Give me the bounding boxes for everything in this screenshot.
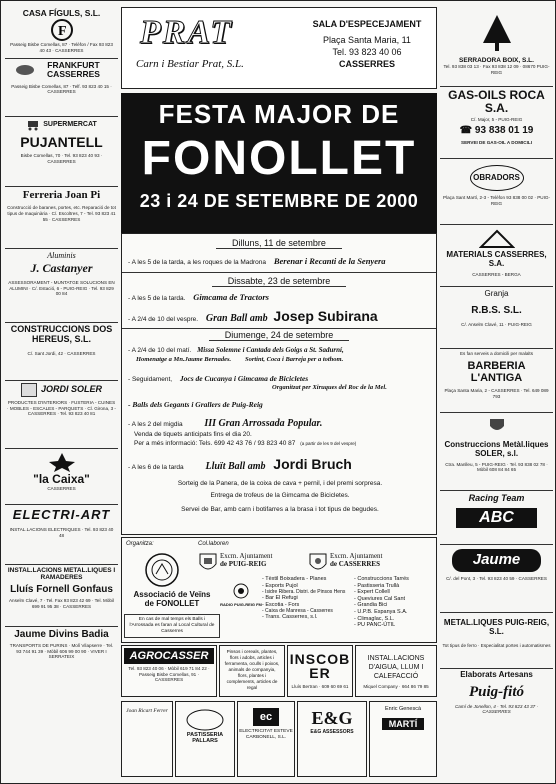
sponsor-soler-metal — [440, 413, 553, 491]
jaume-logo: Jaume — [452, 549, 541, 572]
sponsor-installacions — [355, 645, 437, 697]
sponsor-fornell — [5, 565, 118, 627]
ricart-name: Joan Ricart Ferrer — [126, 708, 168, 714]
list-item: - Trans. Casserres, s.l. — [262, 614, 318, 621]
sponsor-name: Lluís Fornell Gonfaus — [10, 584, 113, 596]
sponsor-agrocasser — [121, 645, 217, 697]
festa-banner — [121, 93, 437, 233]
sponsor-jaume-divins — [5, 627, 118, 683]
ec-logo: ec — [253, 708, 279, 726]
list-item: - Esports Pujol — [262, 582, 298, 589]
agrocasser-logo: AGROCASSER — [124, 648, 214, 664]
sponsor-pujantell — [5, 117, 118, 187]
sponsor-pallars — [175, 701, 235, 777]
enric-name: Enric Genescà — [384, 706, 422, 712]
sponsor-sub: Tot tipus de ferro · Especialitat portes i automatismes — [442, 642, 551, 648]
day-sunday: Diumenge, 24 de setembre — [122, 330, 436, 341]
sponsor-sub: Ctra. Manlleu, 5 - PUIG-REIG · Tel. 93 838 02 78 · Mòbil 608 84 84 65 — [445, 461, 548, 473]
sponsor-sub: CASSERRES - BERGA — [472, 271, 521, 277]
sponsor-name: J. Castanyer — [30, 261, 93, 275]
sponsor-enric-genesca — [369, 701, 437, 777]
obradors-logo: OBRADORS — [470, 165, 524, 191]
sponsor-name: Racing Team — [468, 493, 525, 503]
list-item: - Expert Collell — [354, 589, 390, 596]
gas-oils-note: SERVEI DE GAS-OIL A DOMICILI — [461, 139, 532, 145]
list-item: - Bar El Refugi — [262, 595, 298, 602]
sponsor-castanyer — [5, 249, 118, 323]
sponsor-sub: Tel. 93 838 03 13 · Fax 93 838 12 09 · 08670 PUIG-REIG — [443, 64, 550, 75]
list-item: - Queviures Cal Sant — [354, 595, 406, 602]
association-seal-icon — [144, 552, 180, 588]
event-sunday-4-tickets: Venda de tiquets anticipats fins el dia 20. — [134, 431, 252, 438]
sala-address: Plaça Santa Maria, 11 — [323, 35, 411, 46]
banner-title: FONOLLET — [141, 132, 417, 185]
sponsor-jaume — [440, 545, 553, 613]
event-sunday-5: - A les 6 de la tarda Lluït Ball amb Jordi Bruch — [128, 456, 352, 472]
sala-tel: Tel. 93 823 40 06 — [332, 47, 402, 58]
sponsor-sub: Bisbe Comellas, 70 · Tel. 93 823 40 93 · CASSERRES — [20, 153, 103, 165]
collaboren-label: Col.laboren — [198, 541, 229, 547]
figuls-logo — [7, 18, 116, 42]
collaborators-list-2 — [354, 576, 436, 629]
inscober-logo: INSCOBER — [289, 651, 351, 681]
sponsor-electri-art — [5, 505, 118, 565]
sponsor-sub: Anselm Clavé, 7 · Tel. Fax 93 823 42 69 · Tel. Mòbil 699 91 95 38 · CASSERRES — [8, 598, 115, 610]
event-sunday-5-raffle: Sorteig de la Panera, de la coixa de cava + pernil, i del premi sorpresa. — [177, 480, 383, 487]
tree-logo-icon — [477, 13, 517, 53]
event-sunday-5-trophies: Entrega de trofeus de la Gimcama de Bicicletes. — [210, 492, 350, 499]
svg-text:F: F — [57, 24, 67, 40]
sala-title: SALA D'ESPECEJAMENT — [312, 19, 422, 29]
sponsor-inscober — [287, 645, 353, 697]
ec-name: ELECTRICITAT ESTEVE CARBONELL, S.L. — [239, 729, 293, 740]
sponsor-name: GAS-OILS ROCA S.A. — [448, 88, 545, 116]
inscober-sub: Lluís Bertran · 609 60 69 61 — [291, 684, 349, 689]
sponsor-name: Construccions Metàl.liques SOLER, s.l. — [444, 440, 549, 458]
list-item: - PU PANC-ÚTIL — [354, 622, 396, 629]
sponsor-pre: Elaborats Artesans — [460, 670, 533, 679]
sponsor-sub: Plaça Santa Maria, 2 - CASSERRES · Tel. 649 089 793 — [444, 387, 549, 399]
sponsor-sub: C/. Sant Jordi, 42 · CASSERRES — [27, 350, 96, 356]
sponsor-serradora-boix — [440, 7, 553, 87]
event-sunday-2: - Seguidament, Jocs de Cucanya i Gimcama de Bicicletes — [128, 374, 309, 383]
sponsor-pre: INSTAL.LACIONS METAL.LIQUES I RAMADERES — [7, 567, 116, 582]
sponsor-name: FRANKFURT CASSERRES — [47, 60, 100, 80]
js-logo — [21, 383, 37, 397]
radio-icon — [232, 582, 250, 600]
event-saturday-1: - A les 5 de la tarda. Gimcama de Tractors — [128, 292, 269, 302]
organizers — [121, 537, 437, 643]
casserres-shield-icon — [308, 552, 328, 574]
sponsor-sub: Camí de Jonellon, 4 · Tel. 93 823 43 37 · CASSERRES — [454, 703, 539, 715]
sponsor-sub: Plaça Sant Martí, 2-3 - Telèfon 93 838 00 02 · PUIG-REIG — [443, 195, 550, 206]
event-sunday-2-detail: Organitzat per Xiruques del Roc de la Mel. — [272, 384, 387, 391]
event-sunday-4: - A les 2 del migdia III Gran Arrossada Popular. — [128, 418, 323, 429]
radio-puig-reig: RADIO PUIG-REIG FM — [220, 602, 262, 607]
cart-icon — [26, 119, 40, 131]
sponsor-eg — [297, 701, 367, 777]
prat-subtitle: Carn i Bestiar Prat, S.L. — [136, 58, 244, 70]
banner-dates: 23 i 24 DE SETEMBRE DE 2000 — [139, 191, 419, 211]
pallars-name: PASTISSERIA PALLARS — [186, 732, 224, 744]
sponsor-sub: C/. Anselm Clavé, 11 · PUIG-REIG — [461, 322, 532, 327]
sponsor-name: SERRADORA BOIX, S.L. — [459, 57, 534, 64]
event-sunday-1-detail: Homenatge a Mn.Jaume Bernades. Sortint, Coca i Barreja per a tothom. — [136, 356, 344, 363]
sponsor-name: Puig-fitó — [469, 683, 524, 700]
prat-logo: PRAT — [140, 14, 234, 51]
banner-line1: FESTA MAJOR DE — [158, 99, 400, 129]
gas-oils-phone: ☎ 93 838 01 19 — [459, 125, 534, 137]
sponsor-sub: CASSERRES — [47, 486, 76, 492]
sponsor-name: "la Caixa" — [33, 472, 90, 486]
abc-logo: ABC — [456, 508, 537, 528]
puig-reig-shield-icon — [198, 552, 218, 574]
list-item: - Climaglac, S.L. — [354, 615, 395, 622]
sala-info — [300, 18, 434, 71]
sponsor-ferreria — [5, 187, 118, 249]
sponsor-sub: TRANSPORTS DE PURINS · Molí Vilapserre · Tel. 93 744 91 39 · Mòbil 606 99 00 90 · VIVER I SERRATEIX — [9, 643, 114, 660]
sponsor-pinsos: Pinsos i cereals, plantes, flors i adobs, articles i ferramenta, oculls i poixos, animals de companyia, flors, plantes i complements, articles de regal — [219, 645, 285, 697]
sponsor-sub: Construcció de baranes, portes, etc. Reparació de tot tipus de maquinària · C/. Escoltres, 7 - Tel. 93 823 41 55 · CASSERRES — [7, 205, 116, 222]
sponsor-sub: INSTAL.LACIONS ELECTRIQUES · Tel. 93 823 40 48 — [9, 527, 114, 538]
sausage-icon — [15, 62, 35, 78]
star-logo-icon — [47, 451, 77, 473]
list-item: - Escotia - Fors — [262, 601, 300, 608]
event-sunday-3: - Balls dels Gegants i Grallers de Puig-Reig — [128, 400, 263, 409]
sponsor-pre: Aluminis — [47, 251, 76, 260]
sponsor-puig-fito — [440, 669, 553, 733]
list-item: - Grandia Bici — [354, 602, 388, 609]
sponsor-name: CASA FÍGULS, S.L. — [22, 8, 101, 18]
sponsor-sub: C/. del Pont, 3 · Tel. 93 823 40 59 · CASSERRES — [446, 575, 547, 581]
phone-icon: ☎ — [459, 125, 473, 137]
program — [121, 233, 437, 535]
sponsor-barberia — [440, 349, 553, 413]
pallars-logo-icon — [185, 708, 225, 732]
sponsor-name: PUJANTELL — [20, 134, 103, 150]
bad-weather-note: En cas de mal temps els Balls i l'Arrossada es faran al Local Cultural de Casserres — [124, 614, 220, 638]
sponsor-gas-oils-roca — [440, 87, 553, 159]
organitza-label: Organitza: — [126, 541, 154, 547]
list-item: - U.P.B. Espanya S.A. — [354, 608, 408, 615]
divider — [122, 328, 436, 329]
sponsor-name: JORDI SOLER — [40, 384, 102, 395]
ajuntament-puig-reig: Excm. Ajuntament de PUIG-REIG — [220, 552, 273, 569]
day-monday: Dilluns, 11 de setembre — [122, 238, 436, 249]
sponsor-name: METAL.LIQUES PUIG-REIG, S.L. — [443, 618, 550, 636]
sponsor-sub: ASSESSORAMENT - MUNTATGE SOLUCIONS EN ALUMINI · C/. Estació, 6 - PUIG-REIG · Tel. 93 829 00 84 — [8, 280, 115, 297]
marti-logo: MARTÍ — [382, 718, 424, 730]
sponsor-name: R.B.S. S.L. — [471, 305, 522, 316]
sponsor-name: Ferreria Joan Pi — [22, 189, 101, 201]
sponsor-sub: PRODUCTES D'INTERIORS · FUSTERIA - CUINES · MOBLES - ESCALES - PARQUETS · Cl. Girona, 3 - CASSERRES · Tel. 93 823 40 81 — [7, 400, 116, 417]
sponsor-name: ELECTRI-ART — [12, 507, 111, 522]
list-item: - Pastisseria Trullà — [354, 582, 400, 589]
sponsor-jordi-soler — [5, 381, 118, 449]
sponsor-sub: Passeig Bisbe Comellas, 87 · Telf. 93 823 40 15 · CASSERRES — [11, 83, 112, 95]
sponsor-obradors — [440, 159, 553, 225]
association-name: Associació de Veïns de FONOLLET — [133, 590, 211, 609]
sponsor-granja-rbs — [440, 287, 553, 349]
sponsor-pre: Granja — [484, 289, 509, 298]
left-sponsor-column — [5, 7, 118, 683]
list-item: - Tèxtil Boixadera - Planes — [262, 576, 327, 582]
ajuntament-casserres: Excm. Ajuntament de CASSERRES — [330, 552, 383, 569]
list-item: - Isidre Ribera. Distri. de Pinsos Hens — [262, 589, 346, 596]
sponsor-name: CONSTRUCCIONS DOS HEREUS, S.L. — [10, 324, 113, 344]
sponsor-joan-ricart — [121, 701, 173, 777]
sponsor-dos-hereus — [5, 323, 118, 381]
event-sunday-1: - A 2/4 de 10 del matí. Missa Solemne i Cantada dels Goigs a St. Sadurní, — [128, 346, 344, 354]
sponsor-pre: Es fan serveis a domicili per malalts — [459, 351, 533, 356]
sponsor-frankfurt — [5, 59, 118, 117]
agrocasser-sub: Tel. 93 823 40 06 · Mòbil 619 71 84 22 · Passeig Bisbe Comellas, 91 · CASSERRES — [128, 666, 210, 683]
sponsor-sub: C/. Major, 5 - PUIG-REIG — [470, 117, 523, 123]
list-item: - Caixa de Manresa - Casserres — [262, 608, 333, 615]
sponsor-name: BARBERIA L'ANTIGA — [467, 359, 526, 384]
shield-icon — [488, 417, 506, 435]
event-saturday-2: - A 2/4 de 10 del vespre. Gran Ball amb Josep Subirana — [128, 308, 378, 324]
event-monday-1: - A les 5 de la tarda, a les roques de la Madrona Berenar i Recanti de la Senyera — [128, 256, 386, 266]
day-saturday: Dissabte, 23 de setembre — [122, 276, 436, 287]
sponsor-ec-electricitat — [237, 701, 295, 777]
collaborators-list-1 — [262, 576, 348, 621]
divider — [122, 272, 436, 273]
sponsor-sub: Passeig Bisbe Comellas, 87 · Telèfon / Fax 93 823 40 43 · CASSERRES — [10, 42, 113, 54]
materials-logo-icon — [479, 229, 515, 249]
sponsor-pre: SUPERMERCAT — [43, 120, 97, 128]
sala-town: CASSERRES — [338, 59, 395, 70]
sponsor-name: Jaume Divins Badia — [14, 629, 109, 640]
prat-header — [121, 7, 437, 89]
sponsor-name: MATERIALS CASSERRES, S.A. — [446, 250, 547, 268]
eg-sub: E&G ASSESSORS — [310, 729, 354, 735]
sponsor-materials-casserres — [440, 225, 553, 287]
right-sponsor-column — [440, 7, 553, 733]
event-sunday-4-info: Per a més informació: Tels. 699 42 43 76 / 93 823 40 87 (a partir de les 9 del vespre) — [134, 440, 357, 447]
sponsor-racing-team — [440, 491, 553, 545]
sponsor-la-caixa — [5, 449, 118, 505]
eg-logo: E&G — [311, 708, 353, 728]
bottom-sponsors — [121, 645, 437, 779]
sponsor-casa-figuls — [5, 7, 118, 59]
installacions-title: INSTAL.LACIONS D'AIGUA, LLUM I CALEFACCIÓ — [367, 655, 425, 680]
sponsor-metalliques-puig-reig — [440, 613, 553, 669]
list-item: - Construccions Tarrés — [354, 576, 409, 582]
installacions-sub: Miquel Company · 664 86 79 85 — [363, 684, 429, 690]
event-sunday-5-bar: Servei de Bar, amb carn i botifarres a la brasa i tot tipus de begudes. — [181, 506, 379, 513]
